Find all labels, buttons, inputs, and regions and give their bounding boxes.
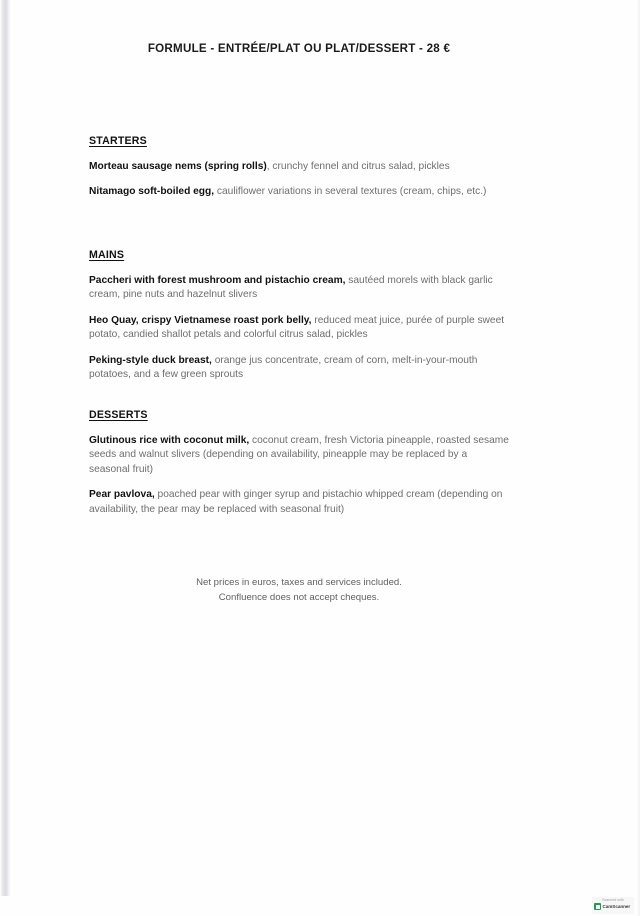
watermark-scanned-with-label: Scanned with	[602, 898, 624, 902]
dish-name: Morteau sausage nems (spring rolls)	[89, 161, 267, 172]
section-starters	[89, 131, 509, 200]
page-left-edge-shadow	[0, 0, 11, 896]
dish-description: poached pear with ginger syrup and pistachio whipped cream (depending on availability, the pear may be replaced with seasonal fruit)	[89, 489, 503, 515]
dish-name: Peking-style duck breast,	[89, 354, 212, 366]
menu-item	[89, 354, 509, 383]
camscanner-logo-icon	[594, 903, 601, 910]
section-heading-starters: STARTERS	[89, 135, 147, 147]
menu-item	[89, 274, 509, 303]
menu-item	[89, 185, 509, 199]
dish-description: reduced meat juice, purée of purple sweet potato, candied shallot petals and colorful citrus salad, pickles	[89, 314, 505, 341]
section-heading-mains: MAINS	[89, 249, 125, 261]
dish-description: , crunchy fennel and citrus salad, pickles	[266, 161, 450, 172]
page-title: FORMULE - ENTRÉE/PLAT OU PLAT/DESSERT - 28 €	[147, 42, 451, 55]
section-mains	[89, 245, 509, 382]
watermark-brand-name: CamScanner	[602, 904, 631, 909]
footer-line-prices: Net prices in euros, taxes and services included.	[196, 577, 402, 588]
dish-name: Glutinous rice with coconut milk,	[89, 435, 250, 446]
camscanner-watermark	[592, 897, 634, 914]
menu-item	[89, 160, 509, 174]
dish-description: orange jus concentrate, cream of corn, melt-in-your-mouth potatoes, and a few green sprouts	[89, 354, 478, 381]
dish-description: cauliflower variations in several textures (cream, chips, etc.)	[214, 186, 487, 198]
dish-description: coconut cream, fresh Victoria pineapple, roasted sesame seeds and walnut slivers (depending on availability, pineapple may be replaced by a seasonal fruit)	[89, 435, 509, 475]
dish-name: Heo Quay, crispy Vietnamese roast pork belly,	[89, 314, 312, 326]
dish-name: Pear pavlova,	[89, 489, 155, 501]
menu-item	[89, 488, 509, 517]
dish-description: sautéed morels with black garlic cream, pine nuts and hazelnut slivers	[89, 275, 493, 301]
dish-name: Nitamago soft-boiled egg,	[89, 186, 215, 198]
section-heading-desserts: DESSERTS	[89, 409, 148, 421]
section-desserts	[89, 405, 509, 517]
menu-item	[89, 434, 509, 477]
footer-note	[89, 575, 509, 605]
menu-item	[89, 314, 509, 343]
dish-name: Paccheri with forest mushroom and pistachio cream,	[89, 275, 346, 286]
footer-line-cheques: Confluence does not accept cheques.	[218, 592, 380, 603]
watermark-brand-row	[594, 903, 632, 910]
